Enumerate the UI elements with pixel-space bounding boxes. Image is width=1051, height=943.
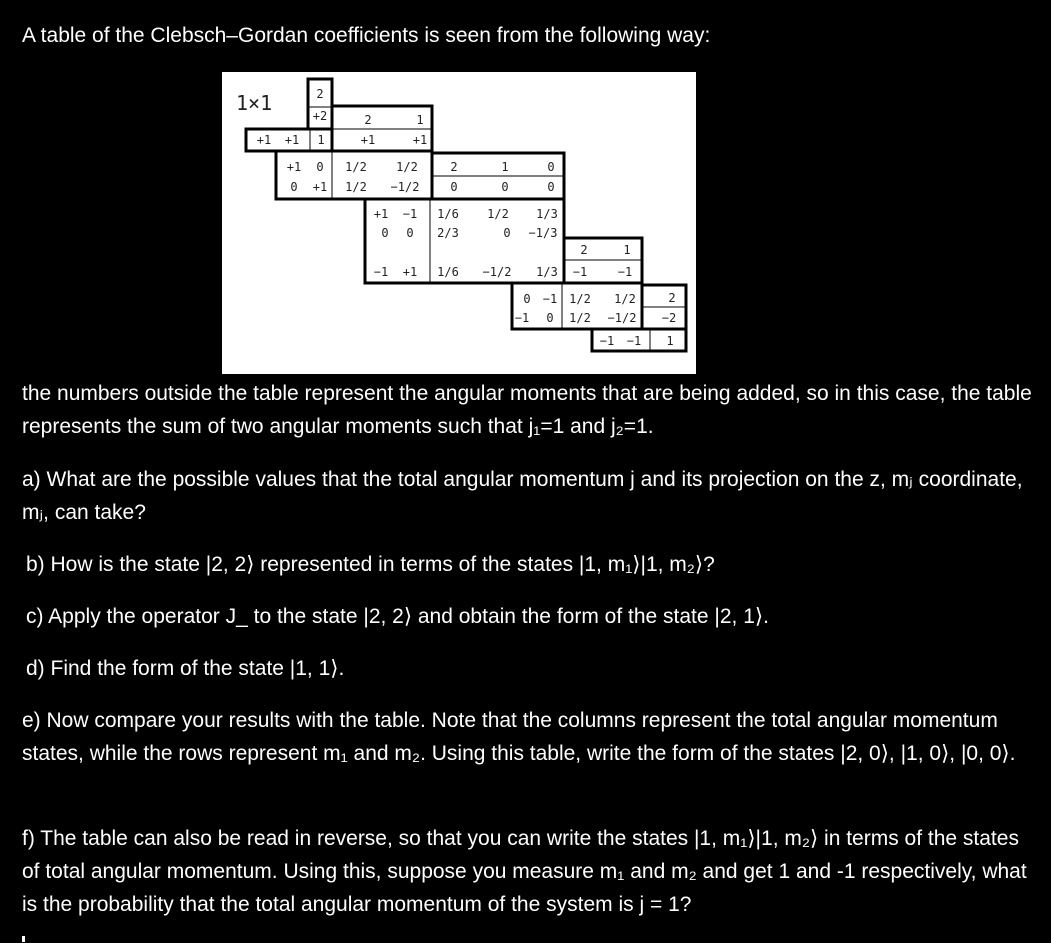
- b5-m1: −1: [599, 334, 615, 348]
- text-cursor: [22, 936, 25, 942]
- b3-r0-c0: 1/6: [437, 207, 459, 221]
- block-5: [592, 285, 686, 351]
- b3-m2: 0: [547, 180, 555, 194]
- b4-r0-m2: −1: [542, 292, 558, 306]
- b3-r2-m1: −1: [373, 265, 389, 279]
- b3-r2-c1: −1/2: [482, 265, 512, 279]
- b4-r0-m1: 0: [523, 292, 531, 306]
- question-e: e) Now compare your results with the table. Note that the columns represent the total angular momentum states, while the rows represent m₁ and m₂. Using this table, write the form of the states |2, 0⟩, |1, 0⟩, |0, 0⟩.: [22, 709, 1016, 765]
- b3-r0-m1: +1: [373, 207, 389, 221]
- b3-r1-m1: 0: [381, 226, 389, 240]
- b2-r0-m2: 0: [316, 160, 324, 174]
- b5-coef: 1: [666, 334, 674, 348]
- explain-paragraph: the numbers outside the table represent the angular moments that are being added, so in this case, the table represents the sum of two angular moments such that j₁=1 and j₂=1.: [22, 382, 1032, 438]
- b2-r1-c0: 1/2: [345, 180, 367, 194]
- b3-r1-c0: 2/3: [437, 226, 459, 240]
- b4-r1-m2: 0: [546, 311, 554, 325]
- b3-r2-c2: 1/3: [536, 265, 558, 279]
- b3-r1-c1: 0: [503, 226, 511, 240]
- b1-m1: +1: [256, 133, 272, 147]
- b3-j2: 0: [547, 160, 555, 174]
- b4-m1: −1: [617, 265, 633, 279]
- b2-m0: +1: [360, 133, 376, 147]
- b2-j1: 1: [416, 113, 424, 127]
- b3-r2-m2: +1: [402, 265, 418, 279]
- block-3: [365, 153, 564, 283]
- b5-j: 2: [668, 291, 676, 305]
- b4-r0-c0: 1/2: [569, 292, 591, 306]
- b3-m0: 0: [450, 180, 458, 194]
- b3-r0-c2: 1/3: [536, 207, 558, 221]
- b4-r1-m1: −1: [514, 311, 530, 325]
- b3-r0-m2: −1: [402, 207, 418, 221]
- intro-text: A table of the Clebsch–Gordan coefficients is seen from the following way:: [22, 24, 711, 47]
- b3-m1: 0: [501, 180, 509, 194]
- b4-r0-c1: 1/2: [614, 292, 636, 306]
- b2-r0-c1: 1/2: [396, 160, 418, 174]
- clebsch-gordan-table: [222, 72, 696, 374]
- b3-r1-c2: −1/3: [528, 226, 558, 240]
- b2-m1: +1: [412, 133, 428, 147]
- b4-r1-c1: −1/2: [607, 311, 637, 325]
- b3-r1-m2: 0: [406, 226, 414, 240]
- b3-r0-c1: 1/2: [487, 207, 509, 221]
- b1-j: 2: [316, 87, 324, 101]
- b5-m2: −1: [626, 334, 642, 348]
- question-d: d) Find the form of the state |1, 1⟩.: [26, 657, 345, 680]
- question-c: c) Apply the operator J_ to the state |2, 2⟩ and obtain the form of the state |2, 1⟩.: [26, 605, 769, 628]
- b5-m: −2: [661, 311, 677, 325]
- question-f: f) The table can also be read in reverse, so that you can write the states |1, m₁⟩|1, m₂⟩ in terms of the states of total angular momentum. Using this, suppose you measure m₁ and m₂ and get 1 and -1 respectively, what is the probability that the total angular momentum of the system is j = 1?: [22, 827, 1027, 916]
- b1-m: +2: [312, 109, 328, 123]
- b2-r1-c1: −1/2: [390, 180, 420, 194]
- b2-r1-m1: 0: [290, 180, 298, 194]
- b2-r0-c0: 1/2: [345, 160, 367, 174]
- b1-coef: 1: [317, 133, 325, 147]
- b2-j0: 2: [364, 113, 372, 127]
- b3-j0: 2: [450, 160, 458, 174]
- question-a: a) What are the possible values that the total angular momentum j and its projection on the z, mⱼ coordinate, mⱼ, can take?: [22, 468, 1023, 524]
- b4-m0: −1: [572, 265, 588, 279]
- block-4: [512, 238, 642, 329]
- question-b: b) How is the state |2, 2⟩ represented in terms of the states |1, m₁⟩|1, m₂⟩?: [26, 553, 715, 576]
- b3-r2-c0: 1/6: [437, 265, 459, 279]
- block-1: [246, 79, 332, 151]
- b3-j1: 1: [501, 160, 509, 174]
- b2-r0-m1: +1: [286, 160, 302, 174]
- b4-j1: 1: [623, 243, 631, 257]
- b1-m2: +1: [284, 133, 300, 147]
- table-label: 1×1: [236, 91, 273, 115]
- b2-r1-m2: +1: [312, 180, 328, 194]
- block-2: [276, 106, 432, 199]
- b4-r1-c0: 1/2: [569, 311, 591, 325]
- b4-j0: 2: [580, 243, 588, 257]
